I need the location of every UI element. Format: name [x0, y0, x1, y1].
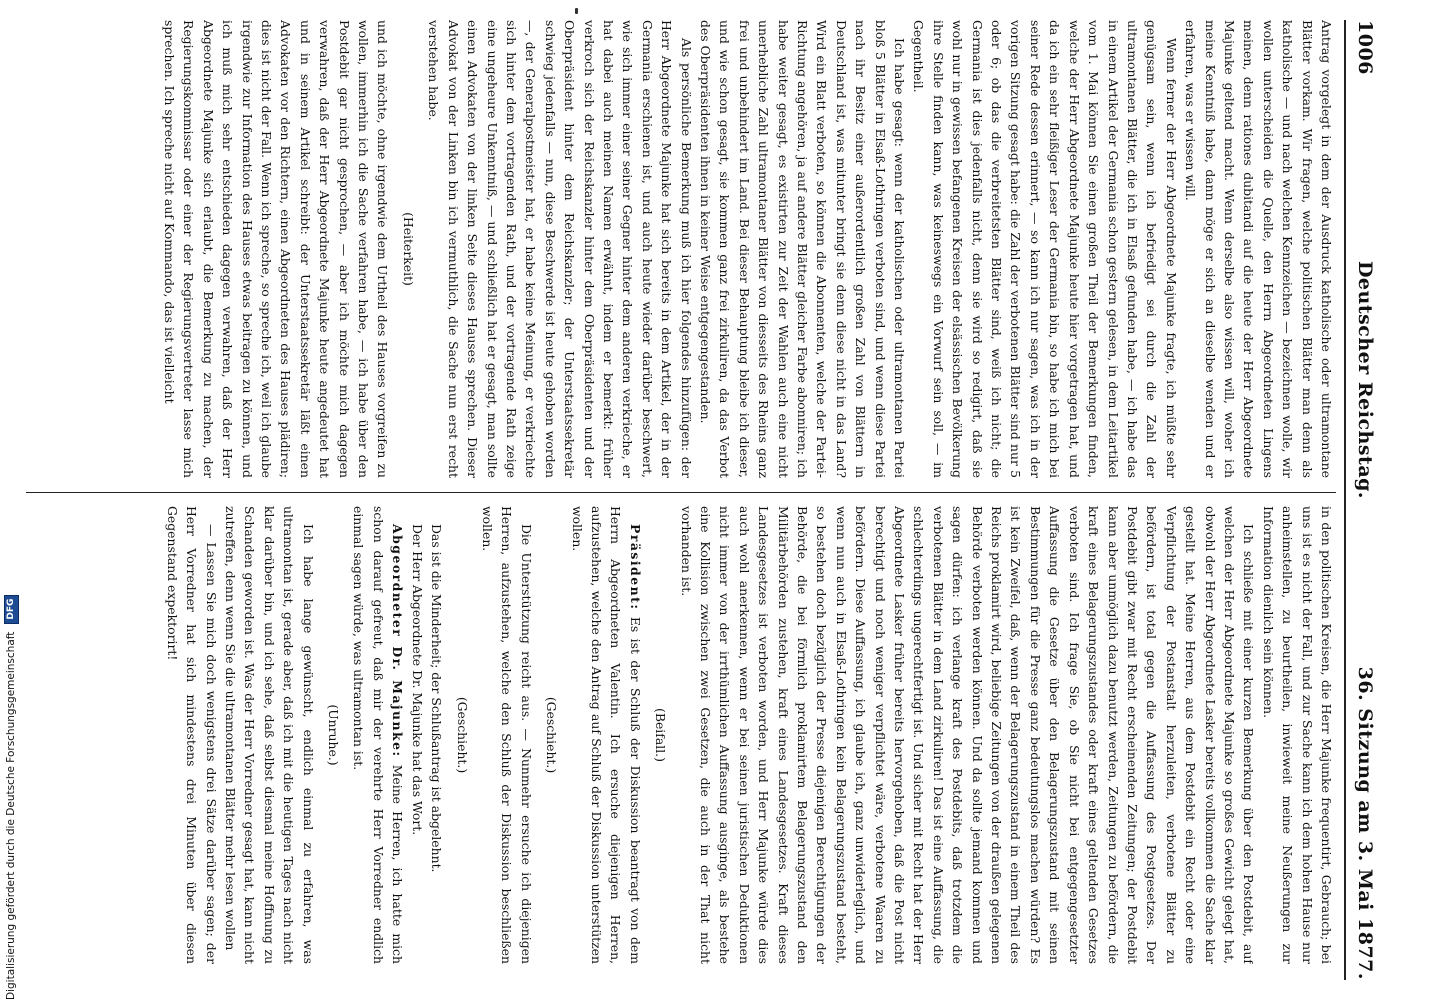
credit-text: Digitalisierung gefördert durch die Deutsche Forschungsgemeinschaft	[5, 631, 17, 1000]
paragraph: — Lassen Sie mich doch wenigstens drei Sätze darüber sagen; der Herr Vorredner hat sich mindestens drei Minuten über diesen Gegenstand expektorirt!	[164, 506, 219, 964]
page-number: 1006	[1354, 20, 1376, 75]
page-title: Deutscher Reichstag.	[1354, 260, 1376, 500]
interjection: (Heiterkeit)	[400, 212, 416, 286]
interjection: (Geschieht.)	[544, 696, 560, 774]
paragraph: Als persönliche Bemerkung muß ich hier folgendes hinzufügen: der Herr Abgeordnete Majunke hat sich bereits in dem Artikel, der in der Germania erschienen ist, und auch heute wieder darüber beschwert, wie sich immer einer seiner Gegner hinter dem anderen verkrieche, er hat dabei auch meinen Namen erwähnt, indem er bemerkt: früher verkroch sich der Reichskanzler hinter dem Oberpräsidenten und der Oberpräsident hinter dem Reichskanzler; der Unterstaatssekretär schwieg jedenfalls — nun, diese Beschwerde ist heute gehoben worden —, der Generalpostmeister hat, er habe keine Meinung, er verkriechte sich hinter dem vortragenden Rath, und der vortragende Rath zeige eine ungeheure Unkenntniß, — und schließlich hat er gesagt, man sollte einen Advokaten von der linken Seite dieses Hauses sprechen. Dieser Advokat von der Linken bin ich vermuthlich, die Sache nun erst recht verstehen habe.	[426, 20, 694, 478]
president-paragraph	[567, 506, 645, 964]
paragraph: Der Herr Abgeordnete Dr. Majunke hat das Wort.	[409, 524, 425, 836]
rotated-newspaper-page	[10, 20, 1382, 980]
interjection: (Geschieht.)	[454, 696, 470, 774]
left-column	[26, 20, 1336, 478]
page-header	[1348, 20, 1382, 980]
paragraph: Das ist die Minderheit; der Schlußantrag ist abgelehnt.	[429, 524, 445, 873]
paragraph: in den politischen Kreisen, die Herr Majunke frequentirt, Gebrauch; bei uns ist es nicht der Fall, und zur Sache kann ich dem hohen Hause nur anheimstellen, zu beurtheilen, inwieweit meine Neußerungen zur Information dienlich sein können.	[1260, 506, 1334, 964]
speaker-name: Präsident:	[627, 524, 643, 611]
digitization-credit	[0, 0, 22, 1000]
paragraph: Die Unterstützung reicht aus. — Nunmehr ersuche ich diejenigen Herren, aufzustehen, welche den Schluß der Diskussion beschließen wollen.	[479, 506, 534, 964]
speech-text: Es ist der Schluß der Diskussion beantragt von dem Herrn Abgeordneten Valentin. Ich ersuche diejenigen Herren, aufzustehen, welche den Antrag auf Schluß der Diskussion unterstützen wollen.	[569, 506, 643, 964]
speech-text: Meine Herren, ich hatte mich schon darauf gefreut, daß mir der verehrte Herr Vorredner endlich einmal sagen würde, was ultramontan ist.	[351, 506, 406, 964]
paragraph: Ich habe gesagt: wenn der katholischen oder ultramontanen Partei bloß 5 Blätter in Elsaß-Lothringen verboten sind, und wenn diese Partei nach ihr Besitz einer außerordentlich großen Zahl von Blättern in Deutschland ist, was mitunter bringt sie denn diese nicht in das Land? Wird ein Blatt verboten, so können die Abonnenten, welche der Partei-Richtung angehören, ja auf andere Blätter gleicher Farbe abonniren; ich habe weiter gesagt, es existirten zur Zeit der Wahlen auch eine nicht unerhebliche Zahl ultramontaner Blätter von diesseits des Rheins ganz frei und unbehindert im Land. Bei dieser Behauptung bleibe ich dieser, und wie schon gesagt, sie kommen ganz frei zirkuliren, da das Verbot des Oberpräsidenten ihnen in keiner Weise entgegengestanden.	[698, 20, 908, 478]
paragraph: Ich schließe mit einer kurzen Bemerkung über den Postdebit, auf welchen der Herr Abgeordnete Majunke so großes Gewicht gelegt hat, obwohl der Herr Abgeordnete Lasker bereits vollkommen die Sache klar gestellt hat. Meine Herren, aus dem Postdebit ein Recht oder eine Verpflichtung der Postanstalt herzuleiten, verbotene Blätter zu befördern, ist total gegen die Auffassung des Postgesetzes. Der Postdebit gibt zwar mit Recht erscheinenden Zeitungen; der Postdebit kann aber unmöglich dazu benutzt werden, Zeitungen zu befördern, die kraft eines Belagerungszustandes oder kraft eines geltenden Gesetzes verboten sind. Ich frage Sie, ob Sie nicht bei entgegengesetzter Auffassung die Gesetze über den Belagerungszustand mit seinen Bestimmungen für die Presse ganz bedeutungslos machen würden? Es ist kein Zweifel, daß, wenn der Belagerungszustand in einem Theil des Reichs proklamirt wird, beliebige Zeitungen von der draußen gelegenen Behörde verboten werden können. Und da sollte jemand kommen und sagen dürfen: ich verlange kraft des Postdebits, daß trotzdem die verbotenen Blätter in dem Land zirkuliren! Das ist eine Auffassung, die schlechterdings ungerechtfertigt ist. Und sicher mit Recht hat der Herr Abgeordnete Lasker früher bereits hervorgehoben, daß die Post nicht berechtigt und noch weniger verpflichtet wäre, verbotene Waaren zu befördern. Diese Auffassung, ich glaube ich, ganz unwiderleglich, und wenn nun auch in Elsaß-Lothringen kein Belagerungszustand besteht, so bestehen doch bezüglich der Presse diejenigen Berechtigungen der Behörde, die bei förmlich proklamirtem Belagerungszustand den Militärbehörden zustehen, kraft eines Landesgesetzes. Kraft dieses Landesgesetzes ist verboten worden, und Herr Majunke würde dies auch wohl anerkennen, wenn er bei seinen juristischen Deduktionen nicht immer von der irrthümlichen Auffassung ausginge, als bestehe eine Kollision zwischen zwei Gesetzen, die auch in der That nicht vorhanden ist.	[678, 506, 1257, 964]
paragraph: Ich habe lange gewünscht, endlich einmal zu erfahren, was ultramontan ist, gerade aber, daß ich mit die heutigen Tages nach nicht klar darüber bin, und ich sehe, daß selbst diesmal meine Hoffnung zu Schanden geworden ist. Was der Herr Vorredner gesagt hat, kann nicht zutreffen, denn wenn Sie die ultramontanen Blätter mehr lesen wollen	[223, 506, 316, 964]
column-divider	[26, 492, 1336, 493]
paragraph: und ich möchte, ohne irgendwie dem Urtheil des Hauses vorgreifen zu wollen, immerhin ich die Sache verfahren habe, — ich habe über den Postdebit gar nicht gesprochen, — aber ich möchte mich dagegen verwahren, daß der Herr Abgeordnete Majunke heute angedeutet hat und in seinem Artikel schreibt: der Unterstaatssekretär läßt einen Advokaten vor den Richtern, einen Abgeordneten des Hauses plädiren; dies ist nicht der Fall. Wenn ich spreche, so spreche ich, weil ich glaube irgendwie zur Information des Hauses etwas beitragen zu können, und ich muß mich sehr entschieden dagegen verwahren, daß der Herr Abgeordnete Majunke sich erlaubt, die Bemerkung zu machen, der Regierungskommissar oder einer der Regierungsvertreter lasse mich sprechen. Ich spreche nicht auf Kommando, das ist vielleicht	[162, 20, 391, 478]
speaker-paragraph	[349, 506, 407, 964]
dfg-logo: DFG	[4, 595, 19, 624]
interjection: (Unruhe.)	[326, 704, 342, 766]
speaker-name: Abgeordneter Dr. Majunke:	[390, 524, 406, 758]
interjection: (Beifall.)	[653, 708, 669, 762]
scan-speck	[575, 8, 578, 14]
paragraph: Wenn ferner der Herr Abgeordnete Majunke fragte, ich müßte sehr genügsam sein, wenn ich befriedigt sei durch die Zahl der ultramontanen Blätter, die ich in Elsaß gefunden habe, — ich habe das in einem Artikel der Germania schon gestern gelesen, in dem Leitartikel vom 1. Mai können Sie einen großen Theil der Bemerkungen finden, welche der Herr Abgeordnete Majunke heute hier vorgetragen hat, und da ich ein sehr fleißiger Leser der Germania bin, so habe ich mich bei seiner Rede dessen erinnert, — so kann ich nur sagen, was ich in der vorigen Sitzung gesagt habe: die Zahl der verbotenen Blätter sind nur 5 oder 6; ob das die verbreitetsten Blätter sind, weiß ich nicht; die Germania ist dies jedenfalls nicht, denn sie wird so redigirt, daß sie wohl nur in gewissen befangenen Kreisen der elsässischen Bevölkerung ihre Stelle finden kann, was keineswegs ein Vorwurf sein soll, — im Gegentheil.	[911, 20, 1179, 478]
session-line: 36. Sitzung am 3. Mai 1877.	[1354, 666, 1376, 980]
header-rule	[1344, 20, 1346, 980]
paragraph: Antrag vorgelegt in dem der Ausdruck katholische oder ultramontane Blätter vorkam. Wir fragen, welche politischen Blätter man denn als katholische — und nach welchen Kennzeichen — bezeichnen wolle, wir wollen unterscheiden die Quelle, den Herrn Abgeordneten Lingens meinen, denn rationes dubitandi auf die heute der Herr Abgeordnete Majunke geltend macht. Wenn derselbe also wissen will, woher ich meine Kenntniß habe, dann möge er sich an dieselbe wenden und er erfahren, was er wissen will.	[1183, 20, 1334, 478]
right-column	[26, 506, 1336, 964]
